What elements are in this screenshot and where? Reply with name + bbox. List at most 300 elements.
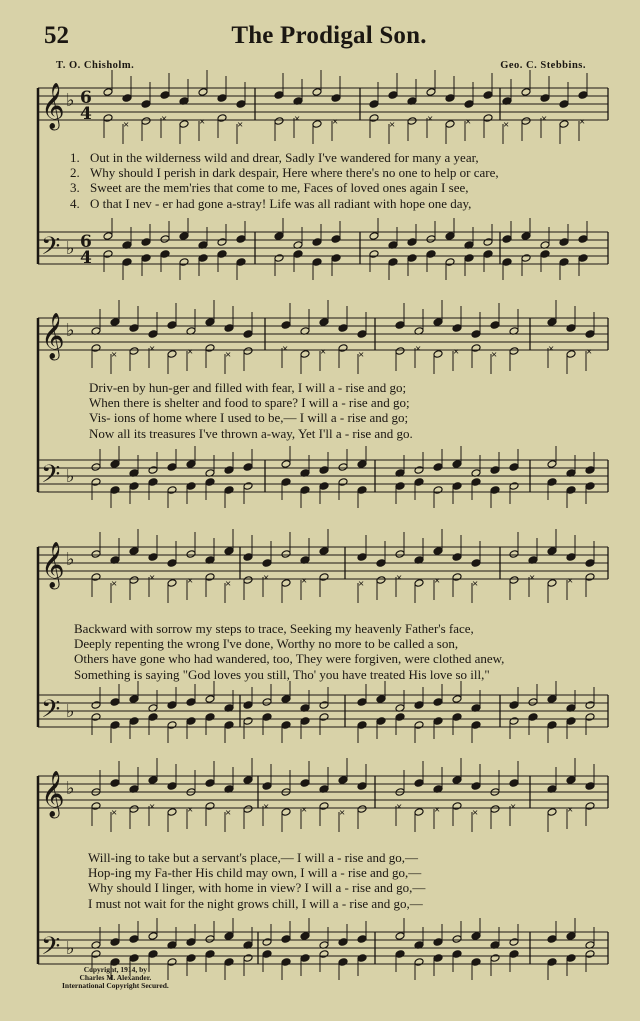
note-x: × [465,116,472,128]
note-head [122,94,132,103]
lyricist-credit: T. O. Chisholm. [56,60,135,71]
page-number: 52 [44,22,69,49]
note-head [547,935,557,944]
note-head [547,478,557,487]
hymn-title: The Prodigal Son. [231,22,427,49]
note-head [91,802,101,811]
note-head [217,94,227,103]
note-head [160,235,170,244]
note-x: × [541,113,548,125]
note-head [433,318,443,327]
lyric-line: 4. O that I nev - er had gone a-stray! Life was all radiant with hope one day, [70,195,472,211]
note-head [547,695,557,704]
note-head [281,550,291,559]
copyright-notice: Copyright, 1914, by Charles M. Alexander. International Copyright Secured. [62,965,169,990]
note-head [110,721,120,730]
note-head [300,779,310,788]
treble-clef-icon: 𝄞 [41,771,65,817]
lyric-line: Driv-en by hun-ger and filled with fear, I will a - rise and go; [89,380,407,395]
note-head [312,120,322,129]
note-head [369,114,379,123]
note-head [483,91,493,100]
note-head [281,321,291,330]
note-head [414,779,424,788]
note-x: × [339,807,346,819]
note-head [547,547,557,556]
note-x: × [358,349,365,361]
note-x: × [453,346,460,358]
note-x: × [187,346,194,358]
note-head [464,100,474,109]
note-head [148,932,158,941]
note-head [300,954,310,963]
note-head [547,579,557,588]
note-head [224,466,234,475]
time-signature-top: 6 [80,232,92,252]
note-head [578,235,588,244]
note-head [395,347,405,356]
note-head [376,559,386,568]
note-x: × [149,572,156,584]
note-head [395,321,405,330]
note-head [407,238,417,247]
note-head [357,486,367,495]
note-head [243,576,253,585]
note-head [167,486,177,495]
note-head [471,478,481,487]
note-head [414,808,424,817]
note-head [319,573,329,582]
note-head [129,347,139,356]
note-head [224,547,234,556]
note-head [110,779,120,788]
note-head [167,321,177,330]
note-head [243,553,253,562]
note-head [471,782,481,791]
note-x: × [111,349,118,361]
note-head [224,721,234,730]
note-head [167,579,177,588]
note-head [445,120,455,129]
note-x: × [301,804,308,816]
note-x: × [282,343,289,355]
lyric-line: Hop-ing my Fa-ther His child may own, I will a - rise and go,— [88,865,422,881]
note-x: × [149,343,156,355]
lyric-line: 1. Out in the wilderness wild and drear, Sadly I've wandered for many a year, [70,150,479,165]
note-head [414,721,424,730]
note-head [445,258,455,267]
note-x: × [225,807,232,819]
note-head [148,330,158,339]
note-head [300,932,310,941]
note-head [243,717,253,726]
note-head [483,250,493,259]
note-x: × [472,578,479,590]
note-head [243,805,253,814]
treble-clef-icon: 𝄞 [41,542,65,588]
note-head [452,573,462,582]
note-head [243,482,253,491]
note-head [509,550,519,559]
note-x: × [111,807,118,819]
note-head [236,100,246,109]
note-head [585,802,595,811]
note-head [274,117,284,126]
note-head [426,235,436,244]
note-x: × [586,346,593,358]
note-head [521,232,531,241]
note-head [559,238,569,247]
note-head [585,330,595,339]
flat-sign-icon: ♭ [66,466,75,487]
treble-clef-icon: 𝄞 [41,313,65,359]
note-head [509,347,519,356]
note-head [319,802,329,811]
note-head [319,701,329,710]
note-head [319,713,329,722]
note-head [110,938,120,947]
note-head [547,318,557,327]
composer-credit: Geo. C. Stebbins. [500,60,586,71]
note-head [483,238,493,247]
note-head [129,547,139,556]
note-head [262,950,272,959]
note-head [262,782,272,791]
note-head [160,250,170,259]
note-head [338,324,348,333]
note-head [331,254,341,263]
note-head [426,88,436,97]
note-head [331,235,341,244]
note-head [521,254,531,263]
note-x: × [491,349,498,361]
note-head [559,100,569,109]
note-head [103,114,113,123]
note-head [414,466,424,475]
note-head [224,486,234,495]
note-head [369,232,379,241]
note-head [566,776,576,785]
note-head [262,713,272,722]
note-head [433,486,443,495]
note-head [566,932,576,941]
note-head [91,713,101,722]
note-head [338,478,348,487]
note-head [198,88,208,97]
note-head [186,938,196,947]
note-head [300,717,310,726]
note-head [312,238,322,247]
note-head [578,91,588,100]
note-head [509,482,519,491]
note-head [186,698,196,707]
note-head [414,701,424,710]
note-head [452,713,462,722]
note-head [141,238,151,247]
note-head [300,350,310,359]
note-x: × [187,804,194,816]
note-head [395,932,405,941]
note-head [205,713,215,722]
note-head [521,88,531,97]
note-x: × [320,346,327,358]
note-head [186,460,196,469]
note-head [186,482,196,491]
note-head [585,573,595,582]
note-head [388,91,398,100]
note-head [319,318,329,327]
note-head [319,482,329,491]
note-head [236,235,246,244]
verse-block-2 [89,380,413,441]
note-head [217,250,227,259]
note-head [319,466,329,475]
note-head [357,782,367,791]
note-head [559,258,569,267]
note-x: × [294,113,301,125]
note-head [224,932,234,941]
note-x: × [510,801,517,813]
note-x: × [358,578,365,590]
note-x: × [225,349,232,361]
note-head [148,776,158,785]
note-head [224,958,234,967]
note-x: × [187,575,194,587]
note-head [509,779,519,788]
note-x: × [503,119,510,131]
note-head [167,721,177,730]
note-head [91,463,101,472]
note-head [452,802,462,811]
note-head [471,721,481,730]
note-head [122,258,132,267]
note-head [129,935,139,944]
note-head [502,258,512,267]
note-head [91,478,101,487]
note-head [376,695,386,704]
note-head [452,324,462,333]
note-head [148,466,158,475]
note-head [566,486,576,495]
note-head [395,482,405,491]
note-x: × [567,575,574,587]
note-head [91,550,101,559]
verse-block-4 [88,850,425,911]
note-head [540,94,550,103]
note-head [357,935,367,944]
lyric-line: 2. Why should I perish in dark despair, Here where there's no one to help or care, [70,165,499,181]
note-head [585,466,595,475]
note-head [585,782,595,791]
note-head [357,553,367,562]
note-head [509,950,519,959]
note-head [338,344,348,353]
note-head [224,324,234,333]
note-head [91,573,101,582]
bass-clef-icon: 𝄢 [41,932,61,967]
note-head [414,579,424,588]
note-x: × [301,575,308,587]
note-head [452,695,462,704]
note-x: × [263,801,270,813]
lyric-line: Deeply repenting the wrong I've done, Worthy no more to be called a son, [74,636,459,652]
lyric-line: Now all its treasures I've thrown a-way, Yet I'll a - rise and go. [89,425,413,441]
note-head [338,938,348,947]
note-head [198,254,208,263]
note-head [445,232,455,241]
note-head [433,698,443,707]
note-head [433,717,443,726]
lyric-line: 3. Sweet are the mem'ries that come to me, Faces of loved ones again I see, [70,180,469,196]
note-head [243,330,253,339]
note-head [129,576,139,585]
note-head [179,232,189,241]
note-x: × [199,116,206,128]
note-head [433,350,443,359]
note-head [167,463,177,472]
note-head [433,954,443,963]
note-head [186,954,196,963]
note-x: × [389,119,396,131]
note-head [414,958,424,967]
note-head [471,330,481,339]
note-head [490,466,500,475]
note-head [357,460,367,469]
note-head [369,100,379,109]
note-head [167,350,177,359]
note-head [452,935,462,944]
note-x: × [529,572,536,584]
note-head [471,958,481,967]
note-head [262,938,272,947]
note-head [319,950,329,959]
note-x: × [111,578,118,590]
note-head [91,701,101,710]
note-head [585,713,595,722]
note-head [540,250,550,259]
note-head [547,958,557,967]
note-x: × [472,807,479,819]
note-x: × [161,113,168,125]
lyric-line: Why should I linger, with home in view? I will a - rise and go,— [88,880,426,896]
note-head [471,344,481,353]
note-head [205,344,215,353]
note-head [262,698,272,707]
note-x: × [427,113,434,125]
note-head [167,808,177,817]
note-head [110,486,120,495]
lyric-line: When there is shelter and food to spare? I will a - rise and go; [89,395,410,411]
flat-sign-icon: ♭ [66,549,75,570]
note-head [338,776,348,785]
note-x: × [149,801,156,813]
note-head [521,117,531,126]
note-head [262,559,272,568]
note-head [91,344,101,353]
note-head [243,463,253,472]
note-head [148,478,158,487]
note-head [205,935,215,944]
note-head [502,235,512,244]
flat-sign-icon: ♭ [66,938,75,959]
note-head [338,463,348,472]
note-head [547,808,557,817]
note-head [217,238,227,247]
note-x: × [396,572,403,584]
note-head [281,958,291,967]
note-head [407,117,417,126]
note-head [217,114,227,123]
note-head [91,950,101,959]
note-head [547,460,557,469]
note-head [281,808,291,817]
note-head [357,698,367,707]
bass-clef-icon: 𝄢 [41,232,61,267]
lyric-line: Vis- ions of home where I used to be,— I will a - rise and go; [89,410,409,426]
note-head [585,950,595,959]
bass-clef-icon: 𝄢 [41,695,61,730]
note-head [452,460,462,469]
note-x: × [548,343,555,355]
note-head [293,250,303,259]
note-head [236,258,246,267]
note-head [338,958,348,967]
note-head [566,553,576,562]
note-head [141,117,151,126]
note-head [566,350,576,359]
note-head [509,463,519,472]
note-x: × [567,804,574,816]
note-head [433,463,443,472]
note-head [110,698,120,707]
flat-sign-icon: ♭ [66,320,75,341]
note-head [547,721,557,730]
note-head [205,695,215,704]
note-head [129,954,139,963]
note-head [464,254,474,263]
treble-clef-icon: 𝄞 [41,83,65,129]
note-head [186,550,196,559]
note-head [129,324,139,333]
note-head [357,330,367,339]
note-head [433,547,443,556]
note-head [585,559,595,568]
note-head [490,321,500,330]
note-head [141,100,151,109]
note-head [129,805,139,814]
note-head [205,779,215,788]
note-head [148,553,158,562]
note-x: × [123,119,130,131]
note-head [243,776,253,785]
flat-sign-icon: ♭ [66,238,75,259]
time-signature-bottom: 4 [80,248,92,268]
verse-block-3 [74,621,504,682]
note-x: × [263,572,270,584]
note-head [274,232,284,241]
lyric-line: I must not wait for the night grows chill, I will a - rise and go,— [88,895,423,911]
note-head [566,324,576,333]
note-head [414,478,424,487]
note-head [148,950,158,959]
lyric-line: Backward with sorrow my steps to trace, Seeking my heavenly Father's face, [74,621,474,636]
note-head [357,954,367,963]
note-head [243,954,253,963]
note-head [205,478,215,487]
note-x: × [415,343,422,355]
note-head [566,717,576,726]
note-head [281,721,291,730]
